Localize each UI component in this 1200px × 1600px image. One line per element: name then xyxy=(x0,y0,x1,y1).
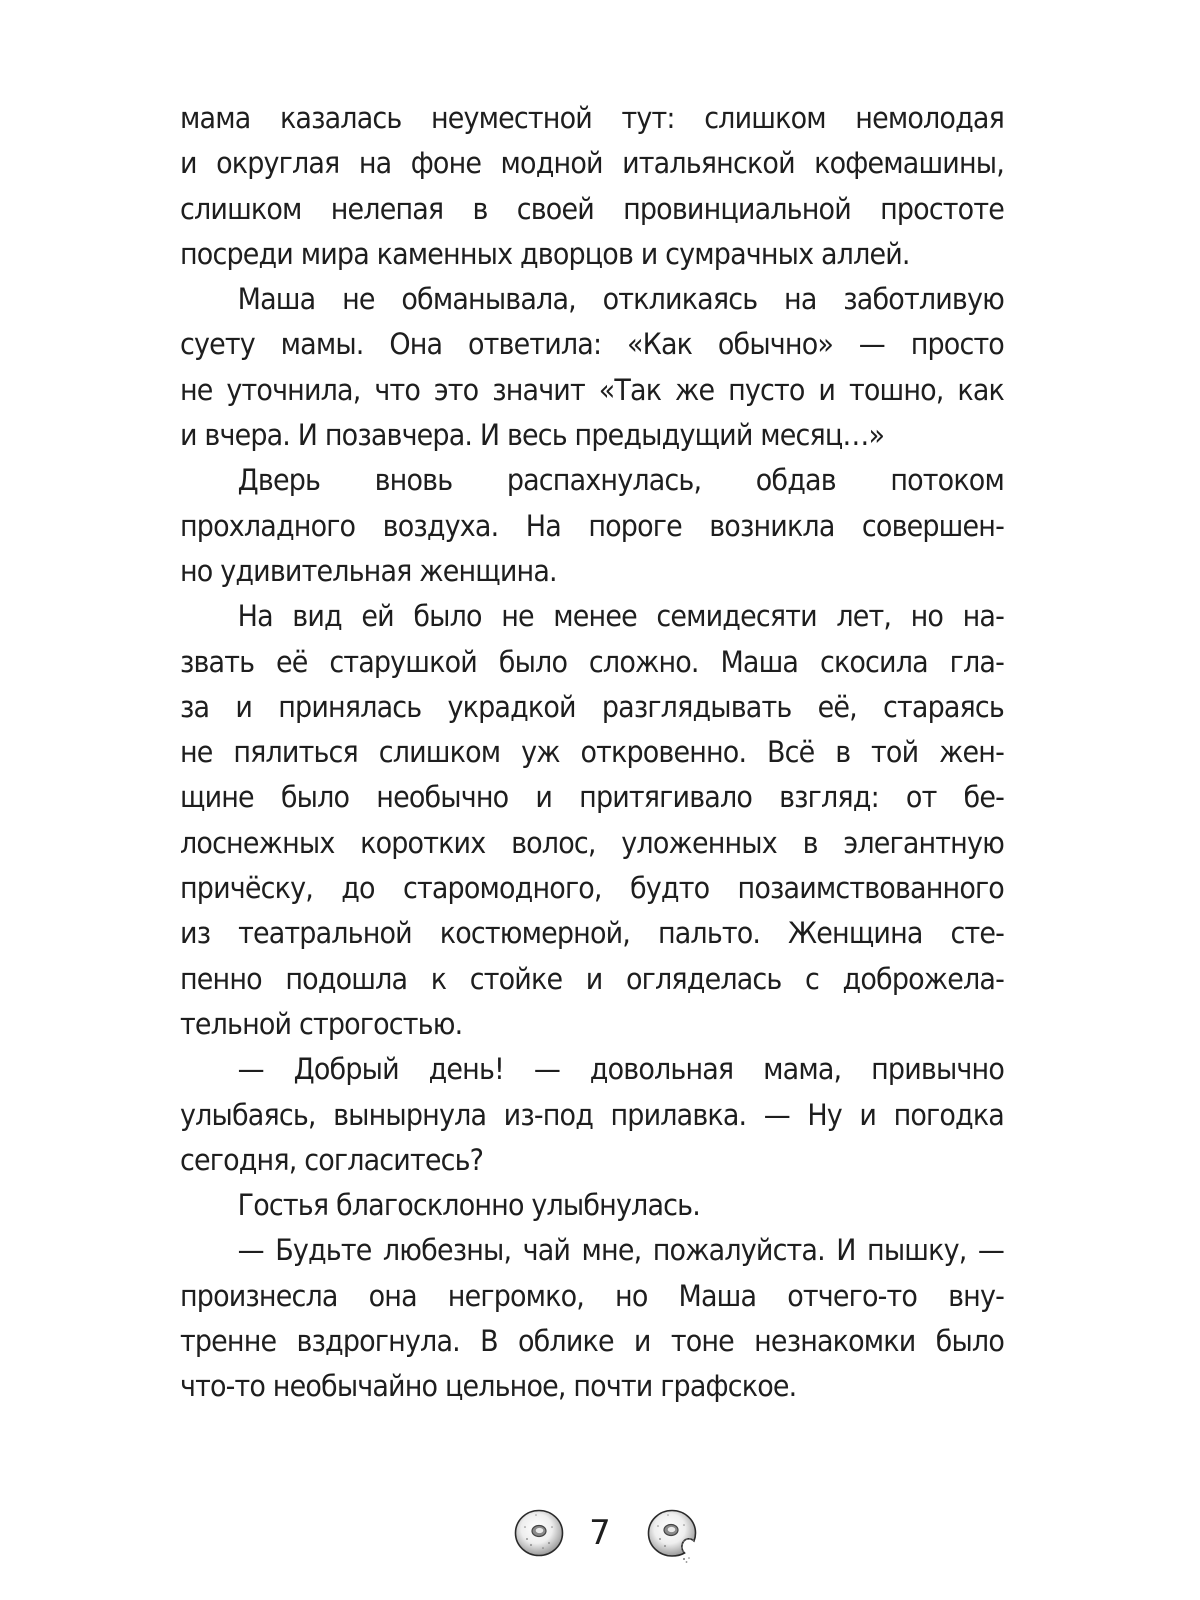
text-line: не пялиться слишком уж откровенно. Всё в той жен- xyxy=(180,735,1004,770)
paragraph xyxy=(180,96,1004,277)
text-line: улыбаясь, вынырнула из-под прилавка. — Ну и погодка xyxy=(180,1097,1004,1132)
text-line: Гостья благосклонно улыбнулась. xyxy=(237,1188,700,1223)
text-line: слишком нелепая в своей провинциальной простоте xyxy=(180,191,1004,226)
text-line: но удивительная женщина. xyxy=(180,553,557,588)
bitten-donut-icon xyxy=(646,1507,698,1559)
text-line: причёску, до старомодного, будто позаимствованного xyxy=(180,871,1004,906)
paragraph xyxy=(180,1183,1004,1228)
text-line: Маша не обманывала, откликаясь на заботливую xyxy=(237,282,1004,317)
paragraph xyxy=(180,594,1004,1047)
text-line: — Будьте любезны, чай мне, пожалуйста. И пышку, — xyxy=(237,1233,1004,1268)
text-line: сегодня, согласитесь? xyxy=(180,1142,484,1177)
text-line: Дверь вновь распахнулась, обдав потоком xyxy=(237,463,1004,498)
body-text xyxy=(180,96,1004,1410)
text-line: произнесла она негромко, но Маша отчего-то вну- xyxy=(180,1278,1004,1313)
text-line: что-то необычайно цельное, почти графское. xyxy=(180,1369,797,1404)
text-line: тельной строгостью. xyxy=(180,1006,463,1041)
text-line: — Добрый день! — довольная мама, привычно xyxy=(237,1052,1004,1087)
text-line: суету мамы. Она ответила: «Как обычно» — просто xyxy=(180,327,1004,362)
page-footer xyxy=(0,1504,1200,1564)
text-line: тренне вздрогнула. В облике и тоне незнакомки было xyxy=(180,1324,1004,1359)
text-line: звать её старушкой было сложно. Маша скосила гла- xyxy=(180,644,1004,679)
text-line: из театральной костюмерной, пальто. Женщина сте- xyxy=(180,916,1004,951)
text-line: и вчера. И позавчера. И весь предыдущий месяц…» xyxy=(180,418,885,453)
page-number: 7 xyxy=(589,1513,611,1553)
paragraph xyxy=(180,1228,1004,1409)
paragraph xyxy=(180,458,1004,594)
text-line: мама казалась неуместной тут: слишком немолодая xyxy=(180,101,1004,135)
text-line: за и принялась украдкой разглядывать её, стараясь xyxy=(180,689,1004,724)
donut-icon xyxy=(513,1507,565,1559)
text-line: щине было необычно и притягивало взгляд: от бе- xyxy=(180,780,1004,815)
text-line: На вид ей было не менее семидесяти лет, но на- xyxy=(237,599,1004,634)
paragraph xyxy=(180,277,1004,458)
text-line: посреди мира каменных дворцов и сумрачных аллей. xyxy=(180,236,910,271)
paragraph xyxy=(180,1047,1004,1183)
text-line: не уточнила, что это значит «Так же пусто и тошно, как xyxy=(180,372,1004,407)
text-line: лоснежных коротких волос, уложенных в элегантную xyxy=(180,825,1004,860)
text-line: и округлая на фоне модной итальянской кофемашины, xyxy=(180,146,1004,181)
text-line: прохладного воздуха. На пороге возникла совершен- xyxy=(180,508,1004,543)
text-line: пенно подошла к стойке и огляделась с доброжела- xyxy=(180,961,1004,996)
